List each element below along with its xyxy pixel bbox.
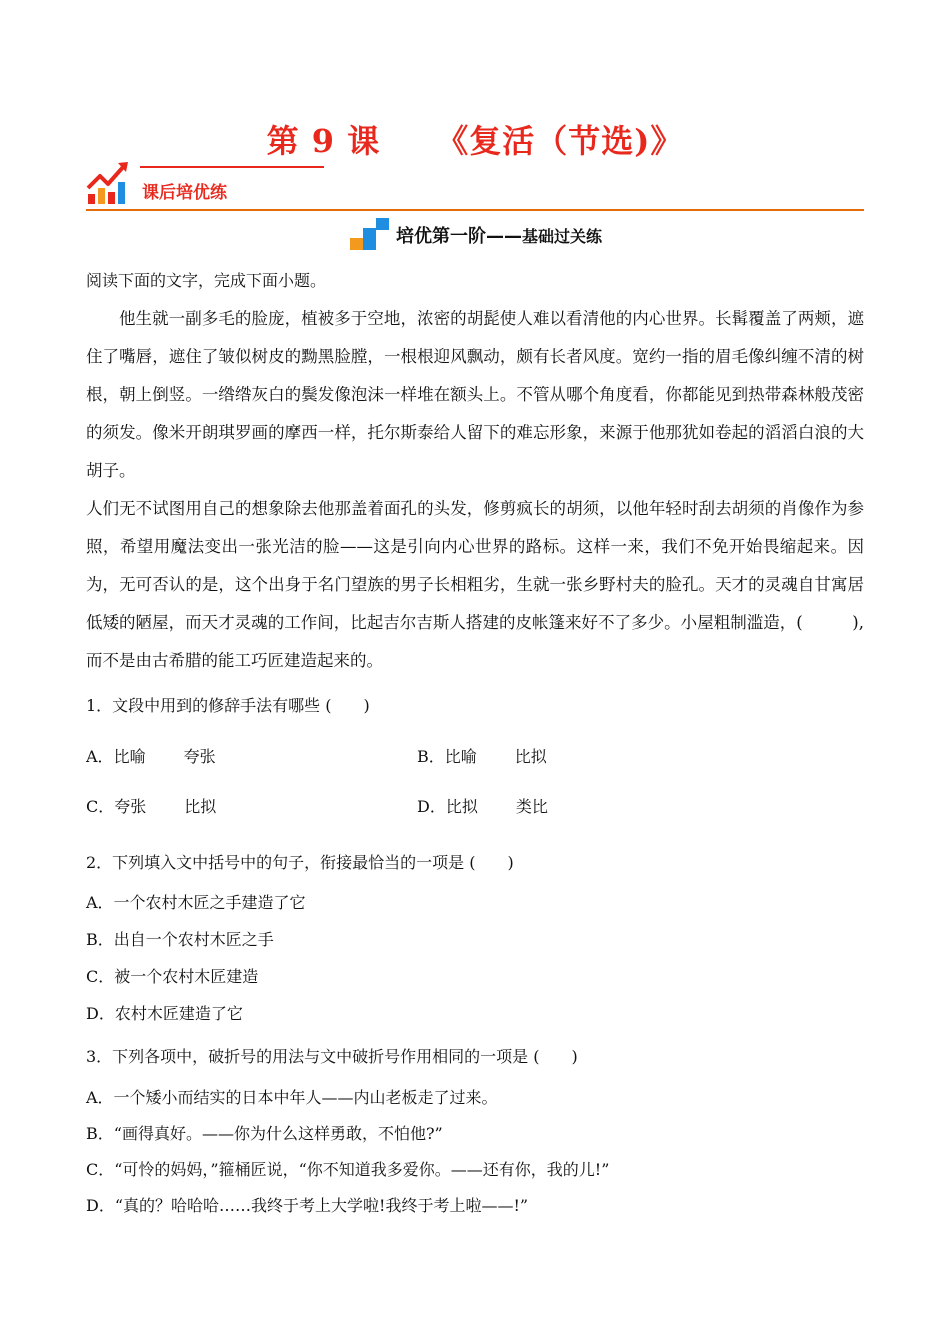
question-stem: 2．下列填入文中括号中的句子，衔接最恰当的一项是 ( ) (86, 853, 514, 872)
passage-paragraph: 人们无不试图用自己的想象除去他那盖着面孔的头发，修剪疯长的胡须，以他年轻时刮去胡须的肖像作为参照，希望用魔法变出一张光洁的脸——这是引向内心世界的路标。这样一来，我们不免开始畏缩起来。因为，无可否认的是，这个出身于名门望族的男子长相粗劣，生就一张乡野村夫的脸孔。天才的灵魂自甘寓居低矮的陋屋，而天才灵魂的工作间，比起吉尔吉斯人搭建的皮帐篷来好不了多少。小屋粗制滥造，( ),而不是由古希腊的能工巧匠建造起来的。 (86, 499, 864, 670)
option-a[interactable]: A．一个矮小而结实的日本中年人——内山老板走了过来。 (86, 1088, 498, 1107)
option-d[interactable]: D．农村木匠建造了它 (86, 1004, 243, 1023)
header-rule (86, 209, 864, 211)
option-a[interactable]: A．一个农村木匠之手建造了它 (86, 893, 306, 912)
question-stem: 1．文段中用到的修辞手法有哪些 ( ) (86, 696, 370, 715)
option-b[interactable]: B．出自一个农村木匠之手 (86, 930, 274, 949)
worksheet-content (86, 262, 864, 1224)
option-d[interactable]: D．“真的？哈哈哈……我终于考上大学啦!我终于考上啦——!” (86, 1196, 529, 1215)
question-2 (86, 842, 864, 1032)
passage-paragraph: 他生就一副多毛的脸庞，植被多于空地，浓密的胡髭使人难以看清他的内心世界。长髯覆盖了两颊，遮住了嘴唇，遮住了皱似树皮的黝黑脸膛，一根根迎风飘动，颇有长者风度。宽约一指的眉毛像纠缠不清的树根，朝上倒竖。一绺绺灰白的鬓发像泡沫一样堆在额头上。不管从哪个角度看，你都能见到热带森林般茂密的须发。像米开朗琪罗画的摩西一样，托尔斯泰给人留下的难忘形象，来源于他那犹如卷起的滔滔白浪的大胡子。 (86, 309, 864, 480)
option-b[interactable]: B．比喻 比拟 (417, 747, 547, 766)
header-top-line (140, 166, 324, 168)
question-stem: 3．下列各项中，破折号的用法与文中破折号作用相同的一项是 ( ) (86, 1047, 578, 1066)
header-label: 课后培优练 (142, 183, 227, 203)
reading-instruction: 阅读下面的文字，完成下面小题。 (86, 271, 327, 290)
stair-steps-icon (348, 218, 390, 252)
option-c[interactable]: C．被一个农村木匠建造 (86, 967, 259, 986)
section-main: 培优第一阶 (395, 226, 486, 247)
option-grid (86, 732, 864, 832)
section-dash: —— (485, 226, 522, 247)
question-3 (86, 1034, 864, 1224)
option-a[interactable]: A．比喻 夸张 (86, 747, 216, 766)
option-b[interactable]: B．“画得真好。——你为什么这样勇敢，不怕他?” (86, 1124, 443, 1143)
page-title (0, 116, 950, 162)
option-d[interactable]: D．比拟 类比 (417, 797, 548, 816)
section-title (0, 218, 950, 256)
option-c[interactable]: C．夸张 比拟 (86, 797, 217, 816)
section-sub: 基础过关练 (521, 227, 602, 246)
lesson-number: 第 9 课 (266, 122, 381, 160)
option-c[interactable]: C．“可怜的妈妈，”箍桶匠说，“你不知道我多爱你。——还有你，我的儿!” (86, 1160, 610, 1179)
section-header-bar (86, 160, 864, 212)
lesson-name: 《复活（节选)》 (436, 122, 684, 160)
question-1 (86, 690, 864, 832)
growth-chart-icon (86, 160, 130, 206)
reading-passage (86, 300, 864, 680)
